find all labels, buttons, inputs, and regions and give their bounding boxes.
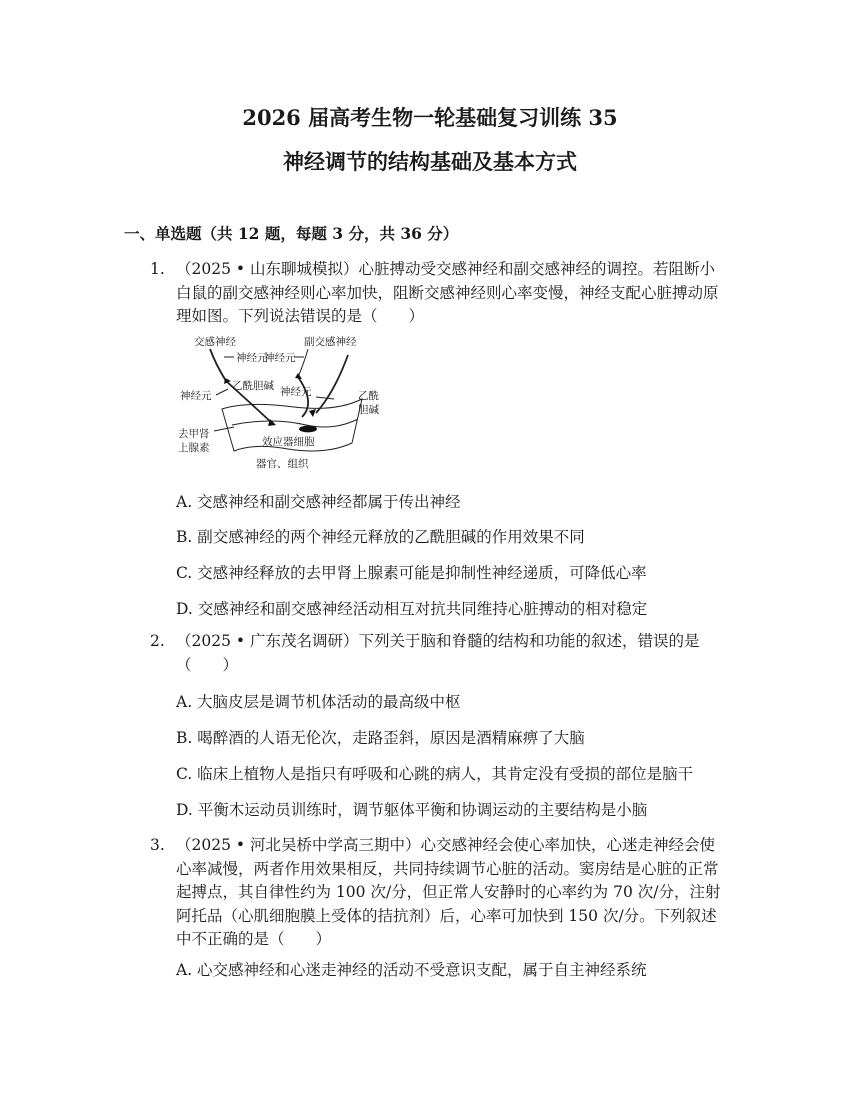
parasympathetic-fiber-1: [298, 349, 308, 377]
option-d: D. 平衡木运动员训练时，调节躯体平衡和协调运动的主要结构是小脑: [176, 801, 648, 819]
label-neuron: 神经元: [264, 352, 296, 364]
option-a: A. 大脑皮层是调节机体活动的最高级中枢: [176, 693, 461, 711]
label-norepinephrine: 上腺素: [178, 442, 210, 454]
question-stem: （2025 • 山东聊城模拟）心脏搏动受交感神经和副交感神经的调控。若阻断小白鼠的副交感神经则心率加快，阻断交感神经则心率变慢，神经支配心脏搏动原理如图。下列说法错误的是（ ）: [176, 260, 719, 325]
leader-line: [216, 389, 228, 395]
option-c: C. 交感神经释放的去甲肾上腺素可能是抑制性神经递质，可降低心率: [176, 564, 647, 582]
page-title: 2026 届高考生物一轮基础复习训练 35: [242, 105, 618, 130]
label-parasympathetic: 副交感神经: [304, 336, 357, 348]
section-heading: 一、单选题（共 12 题，每题 3 分，共 36 分）: [124, 224, 459, 243]
label-norepinephrine: 去甲肾: [178, 428, 210, 440]
option-d: D. 交感神经和副交感神经活动相互对抗共同维持心脏搏动的相对稳定: [176, 600, 648, 618]
organ-inner-line: [232, 419, 358, 427]
effector-cell-nucleus: [299, 426, 317, 433]
label-ach: 乙酰胆碱: [232, 380, 274, 392]
question-number: 2.: [150, 632, 165, 650]
question-stem: （2025 • 河北吴桥中学高三期中）心交感神经会使心率加快，心迷走神经会使心率减慢，两者作用效果相反，共同持续调节心脏的活动。窦房结是心脏的正常起搏点，其自律性约为 100 次/分，但正常人安静时的心率约为 70 次/分，注射阿托品（心肌细胞膜上受体的拮抗剂）后，心率可加快到 150 次/分。下列叙述中不正确的是（ ）: [176, 836, 721, 948]
label-organ: 器官、组织: [256, 458, 309, 470]
arrow-head: [309, 409, 316, 417]
question-number: 1.: [150, 260, 165, 278]
sympathetic-fiber-1: [210, 349, 226, 381]
question-number: 3.: [150, 836, 165, 854]
label-neuron: 神经元: [280, 386, 312, 398]
question-1: [150, 258, 730, 329]
leader-line: [316, 397, 334, 399]
question-3: [150, 834, 730, 952]
label-ach: 胆碱: [358, 404, 379, 416]
page-subtitle: 神经调节的结构基础及基本方式: [283, 149, 577, 174]
arrow-head: [295, 373, 302, 379]
option-b: B. 喝醉酒的人语无伦次，走路歪斜，原因是酒精麻痹了大脑: [176, 729, 585, 747]
label-effector-cell: 效应器细胞: [262, 436, 315, 448]
label-neuron: 神经元: [180, 390, 212, 402]
nerve-heart-diagram: [176, 333, 386, 475]
question-stem: （2025 • 广东茂名调研）下列关于脑和脊髓的结构和功能的叙述，错误的是（ ）: [176, 632, 700, 674]
question-2: [150, 630, 730, 677]
parasympathetic-fiber-3: [316, 355, 348, 413]
option-b: B. 副交感神经的两个神经元释放的乙酰胆碱的作用效果不同: [176, 528, 585, 546]
option-a: A. 心交感神经和心迷走神经的活动不受意识支配，属于自主神经系统: [176, 961, 647, 979]
leader-line: [214, 427, 234, 431]
option-a: A. 交感神经和副交感神经都属于传出神经: [176, 493, 461, 511]
label-ach: 乙酰: [358, 390, 379, 402]
diagram-svg: [176, 333, 386, 475]
option-c: C. 临床上植物人是指只有呼吸和心跳的病人，其肯定没有受损的部位是脑干: [176, 765, 694, 783]
label-neuron: 神经元: [236, 352, 268, 364]
label-sympathetic: 交感神经: [194, 336, 236, 348]
